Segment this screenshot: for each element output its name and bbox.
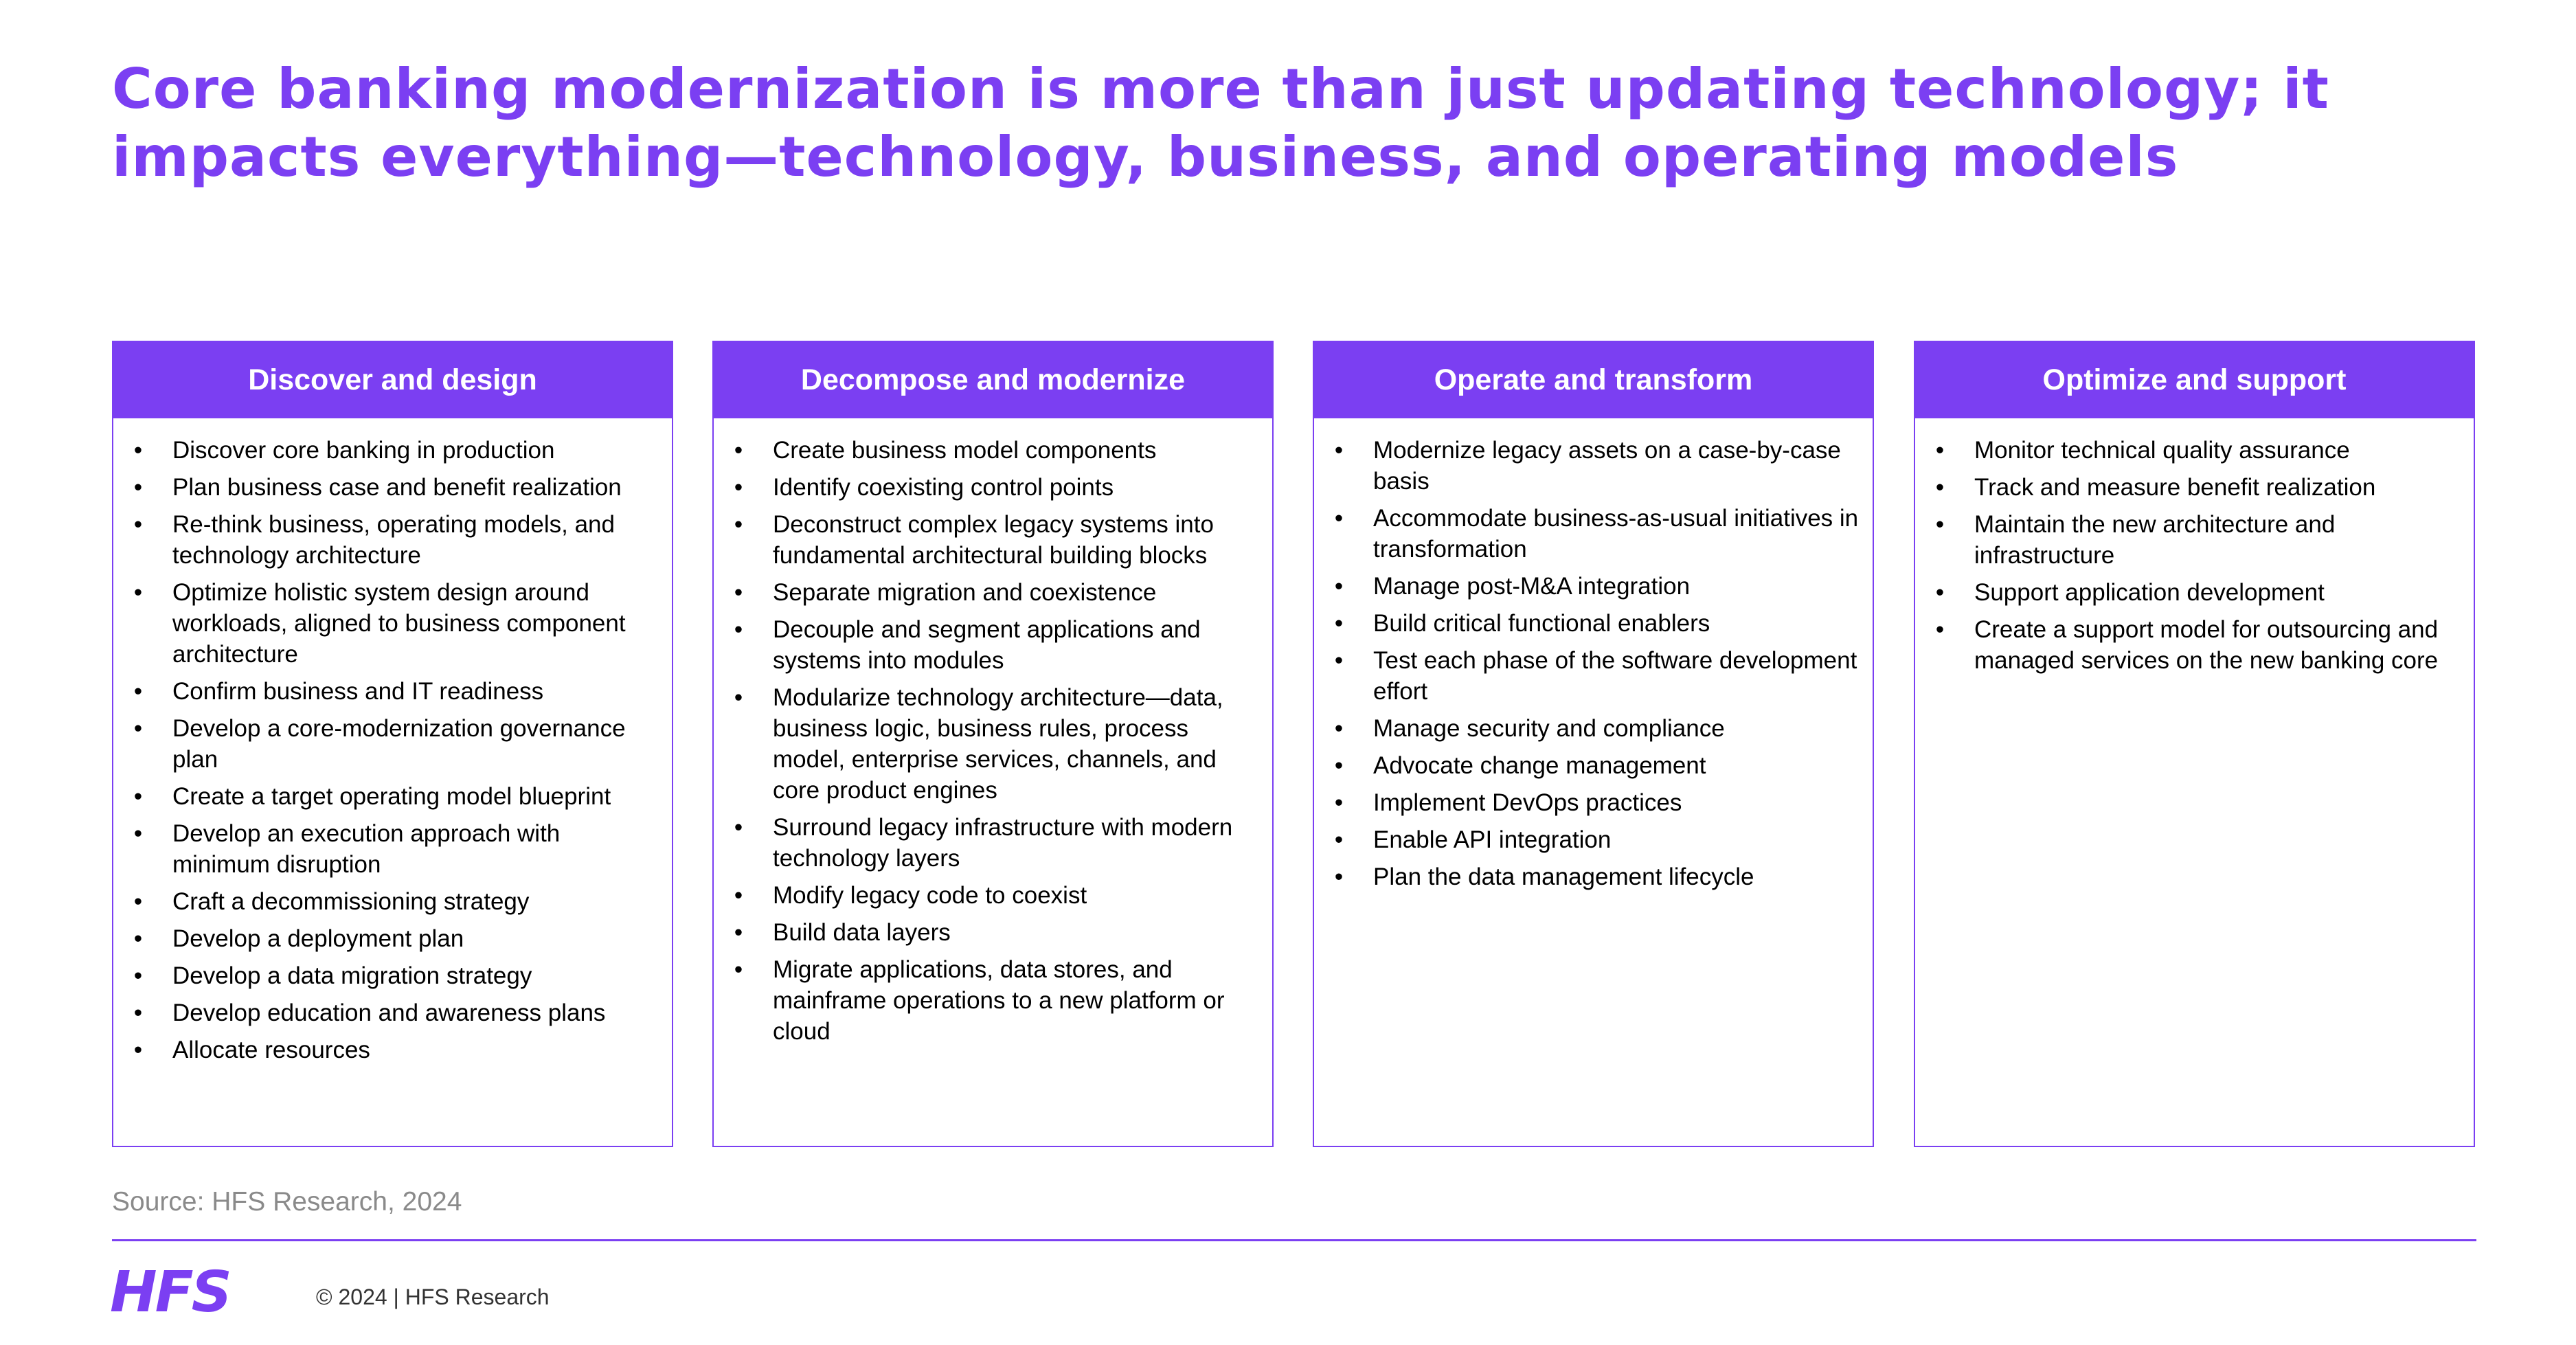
- bullet-icon: •: [1334, 505, 1344, 532]
- list-item: [1332, 608, 1859, 639]
- list-item: [131, 886, 658, 917]
- list-item: [131, 472, 658, 503]
- footer-divider: [112, 1239, 2476, 1241]
- bullet-icon: •: [1334, 863, 1344, 890]
- list-item: [1332, 435, 1859, 497]
- list-item: [1933, 577, 2460, 608]
- list-item: [131, 577, 658, 670]
- bullet-icon: •: [734, 882, 743, 909]
- list-item-text: Allocate resources: [172, 1037, 370, 1063]
- list-item-text: Migrate applications, data stores, and mainframe operations to a new platform or cloud: [773, 956, 1225, 1045]
- list-item-text: Develop an execution approach with minimum disruption: [172, 820, 561, 878]
- list-item-text: Develop a core-modernization governance plan: [172, 715, 626, 773]
- list-item-text: Support application development: [1974, 579, 2325, 606]
- list-item-text: Monitor technical quality assurance: [1974, 437, 2350, 464]
- copyright-text: © 2024 | HFS Research: [316, 1285, 550, 1309]
- bullet-icon: •: [133, 678, 143, 705]
- list-item: [1933, 435, 2460, 466]
- source-note: Source: HFS Research, 2024: [112, 1187, 462, 1217]
- list-item-text: Manage security and compliance: [1373, 715, 1725, 742]
- list-item-text: Implement DevOps practices: [1373, 789, 1682, 816]
- list-item-text: Re-think business, operating models, and technology architecture: [172, 511, 615, 569]
- bullet-icon: •: [734, 956, 743, 983]
- bullet-icon: •: [1334, 752, 1344, 779]
- list-item-text: Build critical functional enablers: [1373, 610, 1710, 637]
- list-item: [131, 923, 658, 954]
- bullet-icon: •: [1334, 826, 1344, 853]
- list-item-text: Deconstruct complex legacy systems into fundamental architectural building blocks: [773, 511, 1214, 569]
- list-item: [1933, 509, 2460, 571]
- column-list: [1915, 418, 2474, 676]
- list-item-text: Optimize holistic system design around workloads, aligned to business component architecture: [172, 579, 626, 668]
- list-item: [1332, 645, 1859, 707]
- bullet-icon: •: [734, 814, 743, 841]
- column-4: [1914, 341, 2475, 1147]
- bullet-icon: •: [1935, 437, 1945, 464]
- list-item: [131, 960, 658, 991]
- list-item-text: Advocate change management: [1373, 752, 1706, 779]
- list-item-text: Create a target operating model blueprint: [172, 783, 611, 810]
- bullet-icon: •: [133, 579, 143, 606]
- list-item: [1332, 824, 1859, 855]
- bullet-icon: •: [133, 474, 143, 501]
- list-item-text: Identify coexisting control points: [773, 474, 1114, 501]
- list-item: [131, 676, 658, 707]
- list-item-text: Separate migration and coexistence: [773, 579, 1157, 606]
- list-item: [131, 997, 658, 1028]
- list-item-text: Modularize technology architecture—data, business logic, business rules, process model, enterprise services, channels, and core product engines: [773, 684, 1223, 804]
- page-title: Core banking modernization is more than just updating technology; it impacts everything—technology, business, and operating models: [112, 57, 2329, 189]
- column-header: Operate and transform: [1314, 342, 1873, 418]
- bullet-icon: •: [133, 511, 143, 538]
- bullet-icon: •: [133, 925, 143, 952]
- bullet-icon: •: [734, 437, 743, 464]
- bullet-icon: •: [1334, 647, 1344, 674]
- list-item: [1332, 713, 1859, 744]
- list-item-text: Build data layers: [773, 919, 951, 946]
- list-item: [732, 682, 1258, 806]
- list-item: [131, 818, 658, 880]
- list-item: [1332, 571, 1859, 602]
- bullet-icon: •: [1935, 474, 1945, 501]
- bullet-icon: •: [734, 919, 743, 946]
- list-item: [1332, 787, 1859, 818]
- bullet-icon: •: [1334, 789, 1344, 816]
- list-item: [131, 435, 658, 466]
- list-item: [131, 713, 658, 775]
- list-item-text: Modify legacy code to coexist: [773, 882, 1087, 909]
- bullet-icon: •: [133, 783, 143, 810]
- list-item-text: Surround legacy infrastructure with modern technology layers: [773, 814, 1233, 872]
- list-item: [1933, 614, 2460, 676]
- bullet-icon: •: [1334, 573, 1344, 600]
- list-item-text: Test each phase of the software development effort: [1373, 647, 1857, 705]
- column-list: [113, 418, 672, 1065]
- list-item-text: Decouple and segment applications and systems into modules: [773, 616, 1201, 674]
- list-item: [732, 954, 1258, 1047]
- list-item: [732, 880, 1258, 911]
- list-item-text: Develop education and awareness plans: [172, 999, 606, 1026]
- list-item: [732, 812, 1258, 874]
- bullet-icon: •: [1935, 579, 1945, 606]
- bullet-icon: •: [133, 999, 143, 1026]
- list-item-text: Discover core banking in production: [172, 437, 555, 464]
- list-item-text: Manage post-M&A integration: [1373, 573, 1691, 600]
- bullet-icon: •: [133, 820, 143, 847]
- list-item: [131, 1035, 658, 1065]
- list-item: [1332, 503, 1859, 565]
- bullet-icon: •: [1935, 511, 1945, 538]
- list-item-text: Create a support model for outsourcing and managed services on the new banking core: [1974, 616, 2439, 674]
- list-item: [732, 577, 1258, 608]
- list-item: [732, 472, 1258, 503]
- bullet-icon: •: [133, 715, 143, 742]
- bullet-icon: •: [1334, 715, 1344, 742]
- list-item-text: Maintain the new architecture and infrastructure: [1974, 511, 2336, 569]
- list-item-text: Accommodate business-as-usual initiatives in transformation: [1373, 505, 1859, 563]
- list-item: [1332, 750, 1859, 781]
- column-header: Discover and design: [113, 342, 672, 418]
- list-item: [131, 509, 658, 571]
- bullet-icon: •: [734, 579, 743, 606]
- column-2: [712, 341, 1274, 1147]
- list-item-text: Develop a data migration strategy: [172, 962, 532, 989]
- list-item: [732, 509, 1258, 571]
- column-list: [1314, 418, 1873, 892]
- bullet-icon: •: [133, 888, 143, 915]
- column-3: [1313, 341, 1874, 1147]
- list-item-text: Develop a deployment plan: [172, 925, 464, 952]
- list-item: [1933, 472, 2460, 503]
- list-item: [732, 917, 1258, 948]
- column-list: [714, 418, 1272, 1047]
- list-item-text: Enable API integration: [1373, 826, 1612, 853]
- bullet-icon: •: [133, 437, 143, 464]
- list-item-text: Confirm business and IT readiness: [172, 678, 544, 705]
- list-item-text: Plan the data management lifecycle: [1373, 863, 1754, 890]
- bullet-icon: •: [734, 474, 743, 501]
- column-header: Decompose and modernize: [714, 342, 1272, 418]
- list-item: [1332, 861, 1859, 892]
- list-item: [732, 435, 1258, 466]
- bullet-icon: •: [133, 962, 143, 989]
- bullet-icon: •: [1334, 610, 1344, 637]
- list-item-text: Craft a decommissioning strategy: [172, 888, 530, 915]
- column-1: [112, 341, 673, 1147]
- bullet-icon: •: [734, 616, 743, 643]
- list-item: [131, 781, 658, 812]
- bullet-icon: •: [734, 511, 743, 538]
- column-header: Optimize and support: [1915, 342, 2474, 418]
- list-item-text: Modernize legacy assets on a case-by-case basis: [1373, 437, 1841, 495]
- list-item-text: Track and measure benefit realization: [1974, 474, 2376, 501]
- bullet-icon: •: [734, 684, 743, 711]
- bullet-icon: •: [1935, 616, 1945, 643]
- list-item: [732, 614, 1258, 676]
- bullet-icon: •: [1334, 437, 1344, 464]
- hfs-logo: HFS: [110, 1260, 230, 1325]
- list-item-text: Create business model components: [773, 437, 1157, 464]
- bullet-icon: •: [133, 1037, 143, 1063]
- list-item-text: Plan business case and benefit realization: [172, 474, 622, 501]
